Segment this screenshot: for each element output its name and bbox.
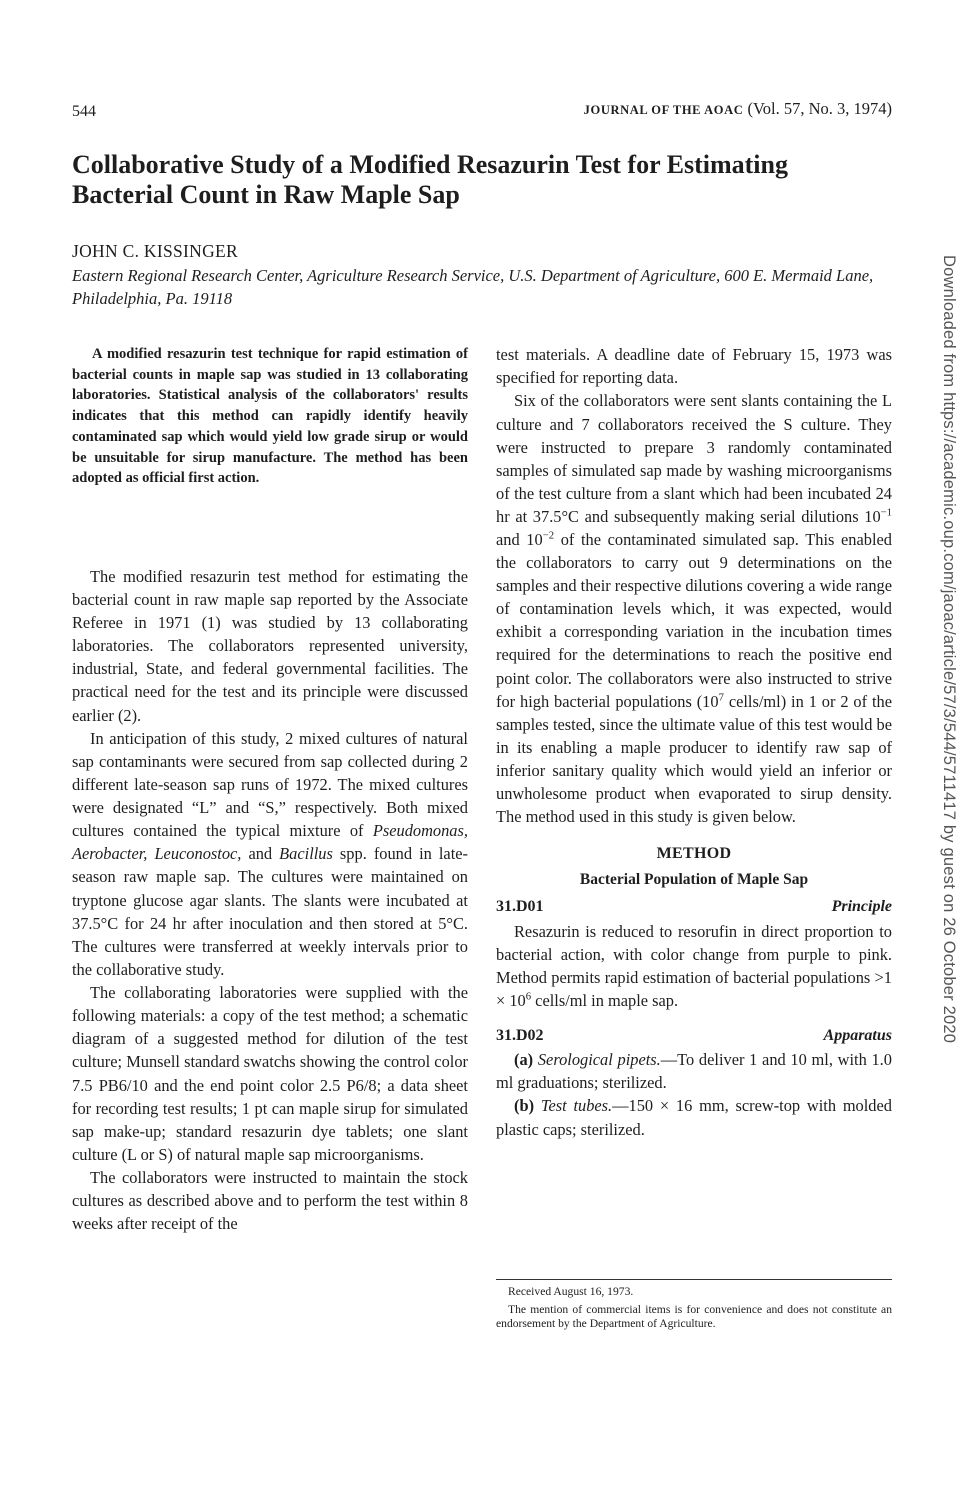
genus-bacillus: Bacillus [279,844,333,864]
journal-volume: (Vol. 57, No. 3, 1974) [747,99,892,118]
footnote-divider [496,1279,892,1280]
continued-paragraph: test materials. A deadline date of February 15, 1973 was specified for reporting data. [496,345,892,388]
article-title: Collaborative Study of a Modified Resazurin Test for Estimating Bacterial Count in Raw Maple Sap [72,150,788,209]
principle-paragraph [496,920,892,1012]
slants-text-c: of the contaminated simulated sap. This enabled the collaborators to carry out 9 determinations on the samples and their respective dilutions covering a wide range of contamination levels which, it was expected, would exhibit a corresponding variation in the incubation times required for the determinations to reach the positive end point color. The collaborators were also instructed to strive for high bacterial populations (10 [496,530,892,711]
item-b-name: Test tubes. [540,1096,613,1116]
d02-code: 31.D02 [496,1026,544,1044]
disclaimer-note: The mention of commercial items is for convenience and does not constitute an endorsement by the Department of Agriculture. [496,1303,892,1330]
running-head [584,99,892,119]
item-a-text: —To deliver 1 and 10 ml, with 1.0 ml graduations; sterilized. [496,1049,892,1093]
slants-paragraph [496,389,892,828]
item-a-label: (a) [514,1049,534,1069]
abstract: A modified resazurin test technique for rapid estimation of bacterial counts in maple sap was studied in 13 collaborating laboratories. Statistical analysis of the collaborators' results indicates that this method can rapidly identify heavily contaminated sap which would yield low grade sirup or would be unsuitable for sirup manufacture. The method has been adopted as official first action. [72,346,468,487]
slants-text-d: cells/ml) in 1 or 2 of the samples tested, since the ultimate value of this test would be in its enabling a maple producer to identify raw sap of inferior sanitary quality which would yield an inferior or unwholesome product when evaporated to sirup density. The method used in this study is given below. [496,691,892,827]
cultures-paragraph [72,727,468,981]
author-affiliation: Eastern Regional Research Center, Agriculture Research Service, U.S. Department of Agriculture, 600 E. Mermaid Lane, Philadelphia, Pa. 19118 [72,266,874,308]
slants-text-a: Six of the collaborators were sent slants containing the L culture and 7 collaborators received the S culture. They were instructed to prepare 3 randomly contaminated samples of simulated sap made by washing microorganisms of the test culture from a slant which had been incubated 24 hr at 37.5°C and subsequently making serial dilutions 10 [496,391,892,526]
intro-paragraph: The modified resazurin test method for estimating the bacterial count in raw maple sap reported by the Associate Referee in 1971 (1) was studied by 13 collaborating laboratories. The collaborators represented university, industrial, State, and federal governmental facilities. The practical need for the test and its principle were discussed earlier (2). [72,567,468,725]
section-d02-heading [496,1024,892,1047]
exponent-4: 6 [525,991,532,1003]
method-heading: METHOD [656,845,732,863]
principle-text-b: cells/ml in maple sap. [535,990,679,1010]
method-subheading: Bacterial Population of Maple Sap [579,871,809,889]
footnotes [496,1285,892,1335]
item-a-name: Serological pipets. [537,1049,661,1069]
apparatus-item-a [496,1048,892,1094]
cultures-text-a: In anticipation of this study, 2 mixed cultures of natural sap contaminants were secured from sap collected during 2 different late-season sap runs of 1972. The mixed cultures were designated “L” and “S,” respectively. Both mixed cultures contained the typical mixture of [72,728,468,841]
instructions-paragraph: The collaborators were instructed to maintain the stock cultures as described above and to perform the test within 8 weeks after receipt of the [72,1168,468,1234]
received-note: Received August 16, 1973. [508,1285,634,1298]
right-column [496,343,892,1141]
apparatus-item-b [496,1094,892,1140]
d01-code: 31.D01 [496,898,544,916]
left-column [72,565,468,1236]
journal-name: JOURNAL OF THE AOAC [583,103,744,117]
download-watermark: Downloaded from https://academic.oup.com/jaoac/article/57/3/544/5711417 by guest on 26 October 2020 [940,255,958,1044]
principle-text-a: Resazurin is reduced to resorufin in direct proportion to bacterial action, with color change from purple to pink. Method permits rapid estimation of bacterial populations >1 × 10 [496,921,892,1010]
cultures-text-b: spp. found in late-season raw maple sap. The cultures were maintained on tryptone glucose agar slants. The slants were incubated at 37.5°C for 24 hr after inoculation and then stored at 5°C. The cultures were transferred at weekly intervals prior to the collaborative study. [72,844,468,979]
d02-title: Apparatus [823,1026,892,1044]
section-d01-heading [496,895,892,918]
exponent-1: −1 [880,507,892,519]
exponent-2: −2 [542,530,555,542]
cultures-and: and [248,844,273,864]
item-b-text: —150 × 16 mm, screw-top with molded plastic caps; sterilized. [496,1096,892,1139]
d01-title: Principle [831,898,892,916]
exponent-3: 7 [718,692,724,704]
genera-names: Pseudomonas, Aerobacter, Leuconostoc, [72,821,468,864]
slants-text-b: and 10 [496,530,543,549]
item-b-label: (b) [514,1096,535,1116]
author-name: JOHN C. KISSINGER [72,241,239,261]
page-number: 544 [72,103,96,120]
materials-paragraph: The collaborating laboratories were supplied with the following materials: a copy of the test method; a schematic diagram of a suggested method for dilution of the test culture; Munsell standard swatchs showing the control color 7.5 PB6/10 and the end point color 2.5 P6/8; a data sheet for recording test results; 1 pt can maple sirup for simulated sap make-up; standard resazurin dye tablets; one slant culture (L or S) of natural maple sap microorganisms. [72,983,468,1164]
